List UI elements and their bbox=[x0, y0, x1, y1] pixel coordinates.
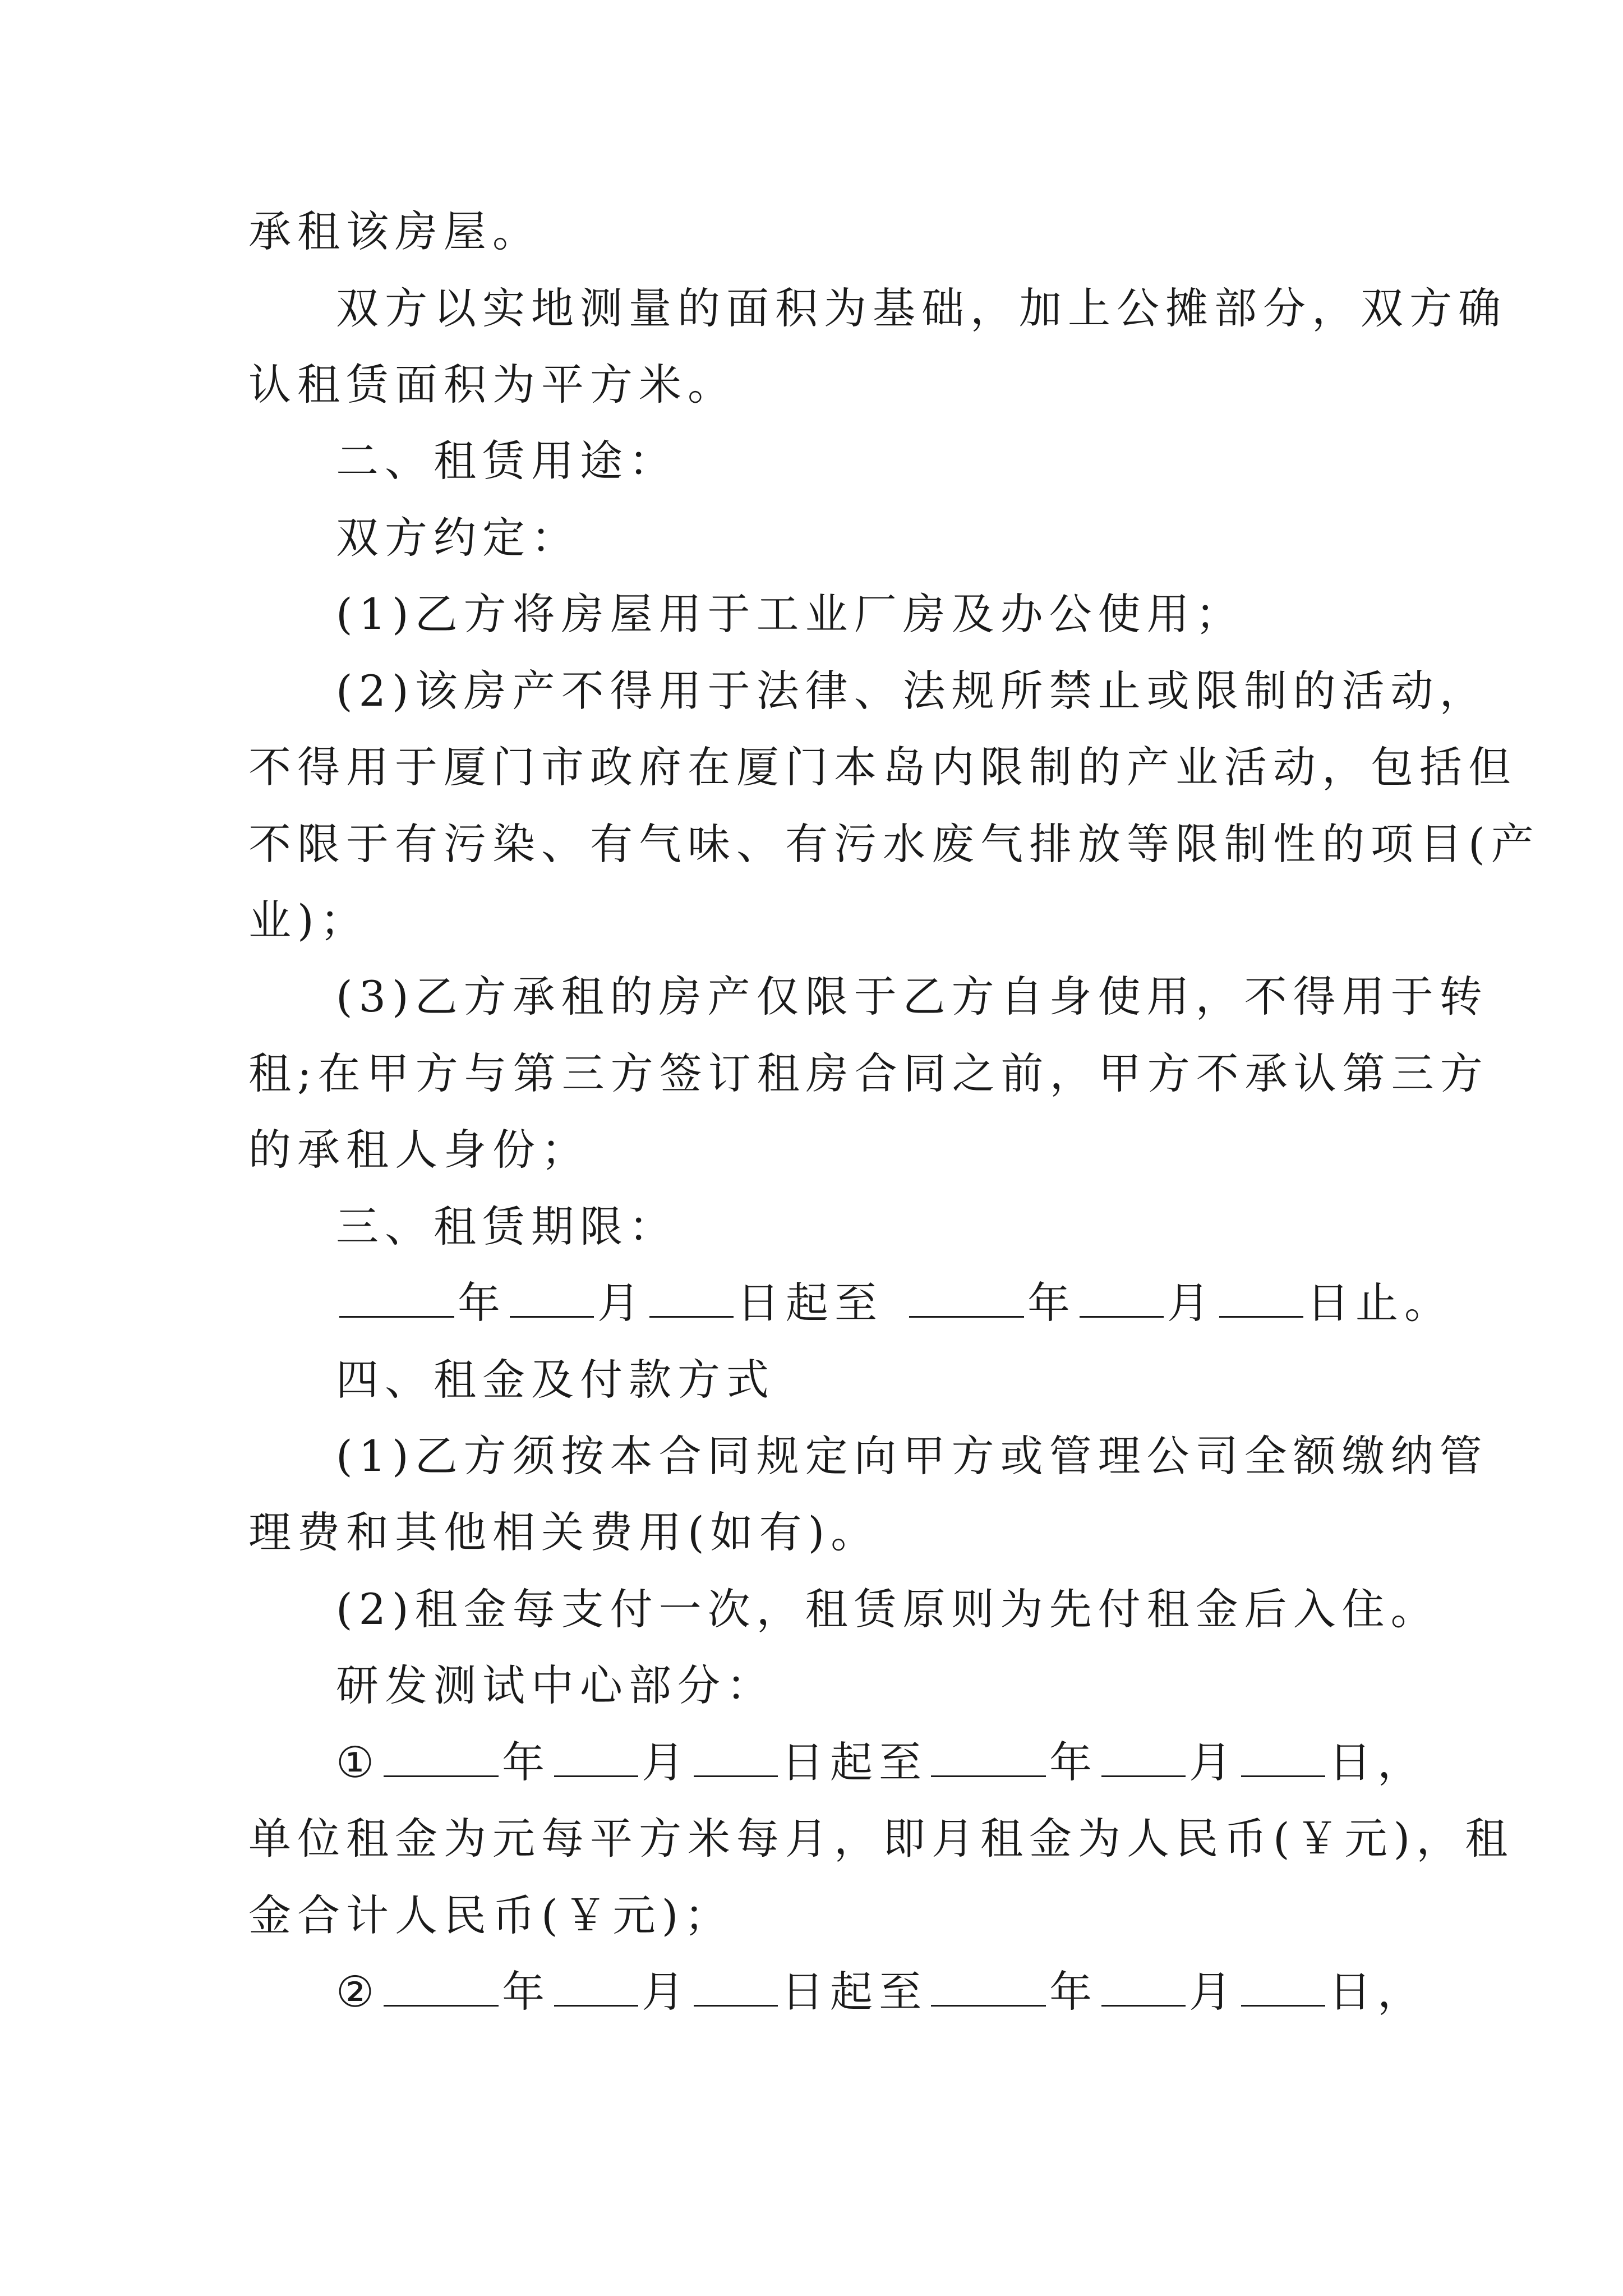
blank-field bbox=[1241, 1741, 1325, 1777]
blank-field bbox=[554, 1741, 638, 1777]
blank-field bbox=[694, 1970, 778, 2007]
paragraph-line: (3)乙方承租的房产仅限于乙方自身使用，不得用于转 bbox=[336, 972, 1488, 1022]
blank-field bbox=[931, 1741, 1046, 1777]
blank-field bbox=[931, 1970, 1046, 2007]
paragraph-line: (2)租金每支付一次，租赁原则为先付租金后入住。 bbox=[336, 1584, 1440, 1634]
paragraph-line: (1)乙方须按本合同规定向甲方或管理公司全额缴纳管 bbox=[336, 1431, 1488, 1481]
paragraph-line: 不得用于厦门市政府在厦门本岛内限制的产业活动，包括但 bbox=[248, 742, 1517, 792]
paragraph-line: 承租该房屋。 bbox=[248, 206, 541, 256]
blank-field bbox=[384, 1741, 499, 1777]
lease-period-line: 年 月 日起至 年 月 日止。 bbox=[336, 1275, 1453, 1331]
list-item-2: ② 年 月 日起至 年 月 日， bbox=[336, 1967, 1427, 2017]
blank-field bbox=[510, 1281, 594, 1318]
paragraph-line: 的承租人身份； bbox=[248, 1125, 590, 1175]
paragraph-line: 研发测试中心部分： bbox=[336, 1660, 775, 1710]
paragraph-line: 租;在甲方与第三方签订租房合同之前，甲方不承认第三方 bbox=[248, 1048, 1489, 1098]
list-item-1: ① 年 月 日起至 年 月 日， bbox=[336, 1737, 1427, 1787]
blank-field bbox=[694, 1741, 778, 1777]
blank-field bbox=[384, 1970, 499, 2007]
paragraph-line: 单位租金为元每平方米每月，即月租金为人民币(￥元)，租 bbox=[248, 1814, 1514, 1864]
blank-field bbox=[554, 1970, 638, 2007]
section-heading: 四、租金及付款方式 bbox=[336, 1355, 775, 1405]
paragraph-line: (2)该房产不得用于法律、法规所禁止或限制的活动， bbox=[336, 666, 1488, 716]
blank-field bbox=[1080, 1281, 1164, 1318]
paragraph-line: 金合计人民币(￥元)； bbox=[248, 1890, 734, 1940]
paragraph-line: (1)乙方将房屋用于工业厂房及办公使用； bbox=[336, 589, 1244, 639]
paragraph-line: 认租赁面积为平方米。 bbox=[248, 360, 736, 409]
blank-field bbox=[1219, 1281, 1303, 1318]
blank-field bbox=[649, 1281, 734, 1318]
blank-field bbox=[1241, 1970, 1325, 2007]
blank-field bbox=[339, 1281, 454, 1318]
paragraph-line: 双方约定： bbox=[336, 513, 580, 563]
paragraph-line: 理费和其他相关费用(如有)。 bbox=[248, 1507, 880, 1557]
paragraph-line: 双方以实地测量的面积为基础，加上公摊部分，双方确 bbox=[336, 283, 1507, 333]
paragraph-line: 不限于有污染、有气味、有污水废气排放等限制性的项目(产 bbox=[248, 819, 1540, 869]
blank-field bbox=[1101, 1741, 1186, 1777]
section-heading: 二、租赁用途： bbox=[336, 436, 677, 486]
blank-field bbox=[909, 1281, 1024, 1318]
blank-field bbox=[1101, 1970, 1186, 2007]
paragraph-line: 业)； bbox=[248, 895, 369, 945]
section-heading: 三、租赁期限： bbox=[336, 1202, 677, 1251]
